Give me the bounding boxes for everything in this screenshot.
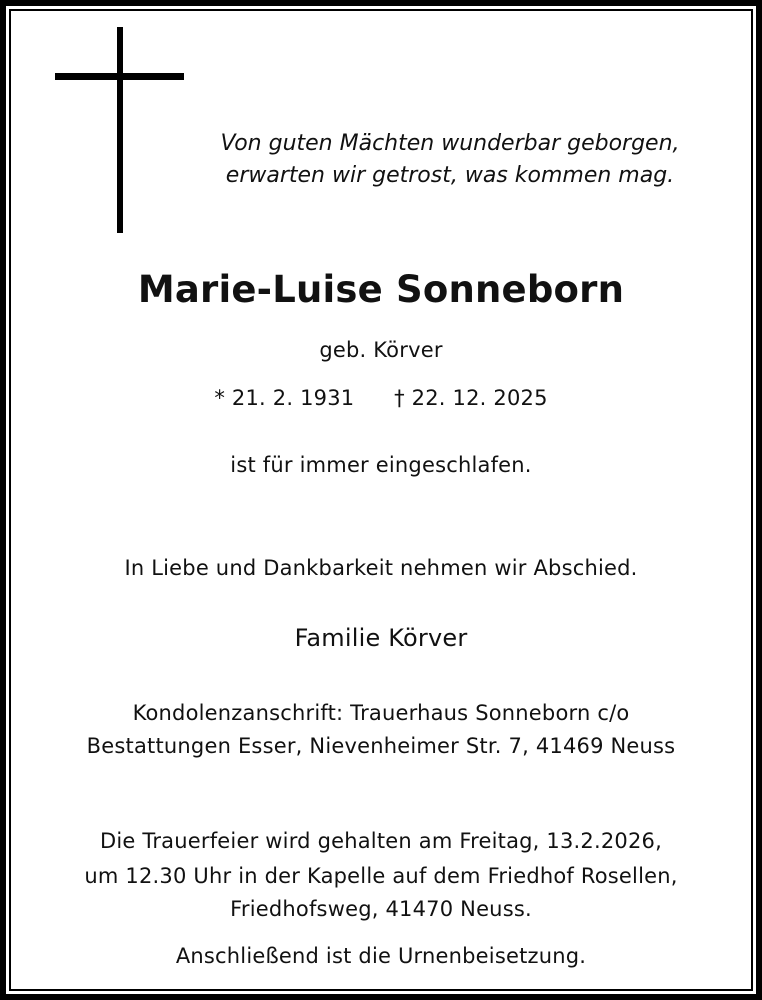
condolence-line: Kondolenzanschrift: Trauerhaus Sonneborn c/o (132, 701, 630, 725)
statement: ist für immer eingeschlafen. (230, 453, 532, 477)
quote-line: Von guten Mächten wunderbar geborgen, (220, 131, 680, 156)
service-line: Die Trauerfeier wird gehalten am Freitag, 13.2.2026, (100, 829, 662, 853)
service-line: um 12.30 Uhr in der Kapelle auf dem Friedhof Rosellen, (84, 864, 678, 888)
family: Familie Körver (294, 624, 468, 652)
maiden-name: geb. Körver (319, 338, 443, 362)
service-line: Friedhofsweg, 41470 Neuss. (230, 897, 532, 921)
quote (150, 128, 750, 192)
life-dates (0, 386, 762, 410)
deceased-name: Marie-Luise Sonneborn (137, 268, 625, 311)
farewell: In Liebe und Dankbarkeit nehmen wir Abschied. (124, 556, 638, 580)
cross-vertical-bar (117, 27, 123, 233)
quote-line: erwarten wir getrost, was kommen mag. (225, 163, 675, 188)
burial: Anschließend ist die Urnenbeisetzung. (175, 944, 587, 968)
cross-horizontal-bar (55, 73, 184, 80)
condolence-line: Bestattungen Esser, Nievenheimer Str. 7, 41469 Neuss (86, 734, 676, 758)
death-date: † 22. 12. 2025 (394, 386, 548, 410)
birth-date: * 21. 2. 1931 (214, 386, 355, 410)
